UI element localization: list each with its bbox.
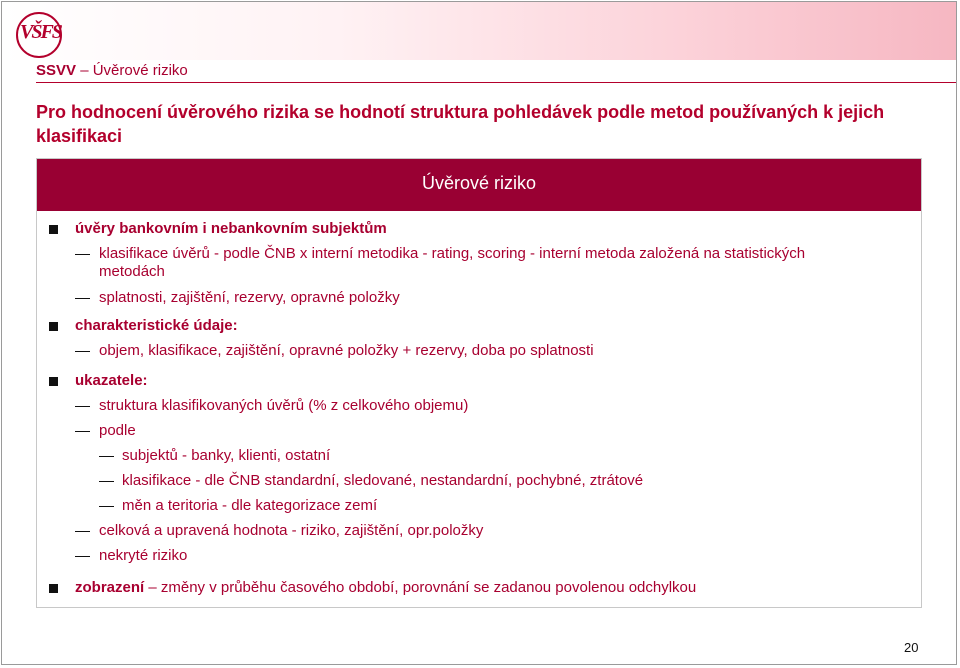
list-item: metodách <box>99 263 165 280</box>
logo-text: VŠFS <box>20 21 61 43</box>
header-separator: – <box>80 62 89 79</box>
square-bullet-icon <box>49 584 58 593</box>
content-panel <box>36 158 922 608</box>
header-topic: Úvěrové riziko <box>92 62 188 79</box>
dash-bullet-icon <box>99 506 114 507</box>
list-item: struktura klasifikovaných úvěrů (% z celkového objemu) <box>99 397 469 414</box>
list-item: nekryté riziko <box>99 547 188 564</box>
list-item: splatnosti, zajištění, rezervy, opravné položky <box>99 289 400 306</box>
list-item: celková a upravená hodnota - riziko, zajištění, opr.položky <box>99 522 484 539</box>
square-bullet-icon <box>49 225 58 234</box>
dash-bullet-icon <box>75 531 90 532</box>
list-item: objem, klasifikace, zajištění, opravné položky + rezervy, doba po splatnosti <box>99 342 594 359</box>
dash-bullet-icon <box>75 254 90 255</box>
list-item-zobrazeni <box>75 579 696 597</box>
zobrazeni-label: zobrazení <box>75 579 145 596</box>
square-bullet-icon <box>49 322 58 331</box>
list-item: podle <box>99 422 136 439</box>
list-item: charakteristické údaje: <box>75 317 238 334</box>
dash-bullet-icon <box>75 556 90 557</box>
page-title: Pro hodnocení úvěrového rizika se hodnotí struktura pohledávek podle metod používaných k jejich klasifikaci <box>36 102 885 146</box>
dash-bullet-icon <box>75 431 90 432</box>
list-item: úvěry bankovním i nebankovním subjektům <box>75 220 387 237</box>
header-line <box>36 62 188 79</box>
zobrazeni-rest: – změny v průběhu časového období, porovnání se zadanou povolenou odchylkou <box>144 579 697 596</box>
dash-bullet-icon <box>99 481 114 482</box>
list-item: klasifikace úvěrů - podle ČNB x interní metodika - rating, scoring - interní metoda založená na statistických <box>99 245 806 262</box>
list-item: subjektů - banky, klienti, ostatní <box>122 447 331 464</box>
panel-header <box>37 159 921 211</box>
dash-bullet-icon <box>75 351 90 352</box>
dash-bullet-icon <box>75 406 90 407</box>
dash-bullet-icon <box>99 456 114 457</box>
vsfs-logo-icon <box>16 12 64 60</box>
top-band <box>2 2 956 60</box>
header-org: SSVV <box>36 62 77 79</box>
list-item: měn a teritoria - dle kategorizace zemí <box>122 497 378 514</box>
square-bullet-icon <box>49 377 58 386</box>
list-item: klasifikace - dle ČNB standardní, sledované, nestandardní, pochybné, ztrátové <box>122 472 644 489</box>
list-item: ukazatele: <box>75 372 148 389</box>
panel-title: Úvěrové riziko <box>421 173 537 193</box>
header-rule <box>36 82 956 83</box>
page-number: 20 <box>904 640 919 655</box>
dash-bullet-icon <box>75 298 90 299</box>
